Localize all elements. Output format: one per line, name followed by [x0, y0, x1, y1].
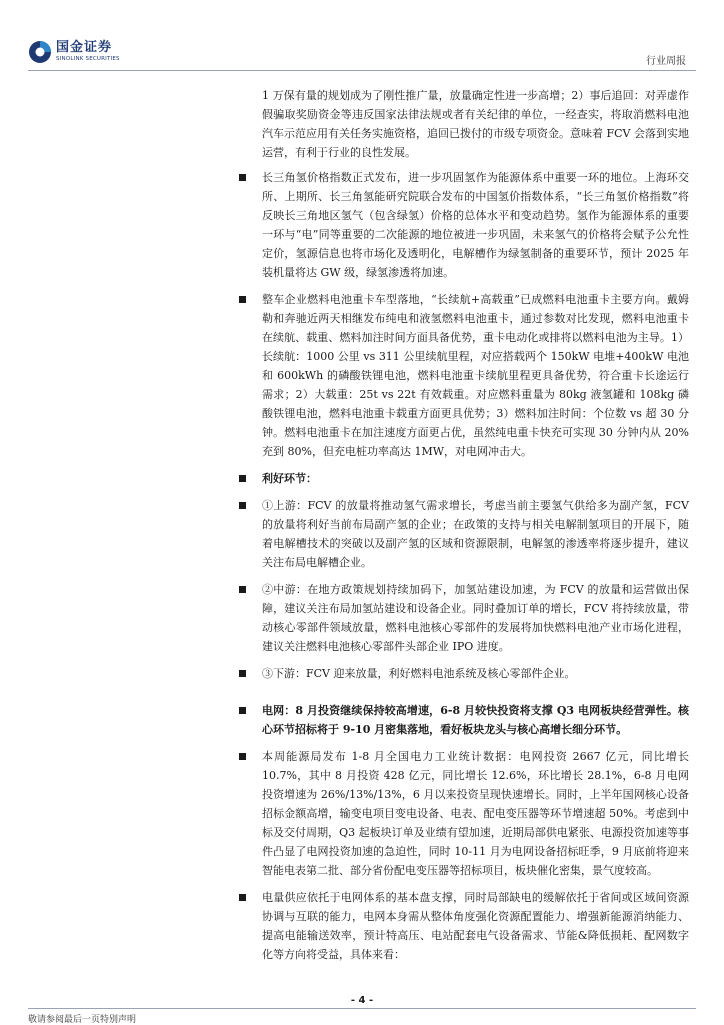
list-item: [237, 701, 689, 739]
logo-chinese-name: 国金证券: [56, 40, 113, 55]
page-number: - 4 -: [350, 995, 374, 1006]
list-item-text: 电网：8 月投资继续保持较高增速，6-8 月较快投资将支撑 Q3 电网板块经营弹性。核心环节招标将于 9-10 月密集落地，看好板块龙头与核心高增长细分环节。: [262, 704, 689, 736]
list-item-text: 利好环节：: [262, 472, 317, 485]
square-bullet-icon: [239, 753, 246, 760]
list-item: [237, 496, 689, 572]
list-item: [237, 664, 689, 683]
square-bullet-icon: [239, 296, 246, 303]
list-item: [237, 747, 689, 880]
square-bullet-icon: [239, 670, 246, 677]
list-item: [237, 888, 689, 964]
list-item-text: 整车企业燃料电池重卡车型落地，“长续航+高载重”已成燃料电池重卡主要方向。戴姆勒和奔驰近两天相继发布纯电和液氢燃料电池重卡，通过参数对比发现，燃料电池重卡在续航、载重、燃料加注时间方面具备优势，重卡电动化或排将以燃料电池为主导。1）长续航：1000 公里 vs 311 公里续航里程，对应搭载两个 150kW 电堆+400kW 电池和 600kWh 的磷酸铁锂电池，燃料电池重卡续航里程更具备优势，符合重卡长途运行需求；2）大载重：25t vs 22t 有效载重。对应燃料重量为 80kg 液氢罐和 108kg 磷酸铁锂电池，燃料电池重卡载重方面更具优势；3）燃料加注时间：个位数 vs 超 30 分钟。燃料电池重卡在加注速度方面更占优，虽然纯电重卡快充可实现 30 分钟内从 20%充到 80%，但充电桩功率高达 1MW，对电网冲击大。: [262, 293, 689, 458]
square-bullet-icon: [239, 174, 246, 181]
header-divider: [28, 70, 696, 71]
list-item-text: 长三角氢价格指数正式发布，进一步巩固氢作为能源体系中重要一环的地位。上海环交所、上期所、长三角氢能研究院联合发布的中国氢价指数体系，“长三角氢价格指数”将反映长三角地区氢气（包含绿氢）价格的总体水平和变动趋势。氢作为能源体系的重要一环与“电”同等重要的二次能源的地位被进一步巩固，未来氢气的价格将会赋予公允性定价，氢源信息也将市场化及透明化，电解槽作为绿氢制备的重要环节，预计 2025 年装机量将达 GW 级，绿氢渗透将加速。: [262, 171, 689, 279]
list-item-text: 电量供应依托于电网体系的基本盘支撑，同时局部缺电的缓解依托于省间或区域间资源协调与互联的能力，电网本身需从整体角度强化资源配置能力、增强新能源消纳能力、提高电能输送效率，预计特高压、电站配套电气设备需求、节能&降低损耗、配网数字化等方向将受益，具体来看：: [262, 891, 689, 961]
bullet-list: [237, 168, 689, 964]
list-item: [237, 580, 689, 656]
logo-mark-icon: [28, 40, 52, 64]
list-item: [237, 290, 689, 461]
square-bullet-icon: [239, 586, 246, 593]
square-bullet-icon: [239, 475, 246, 482]
list-item: [237, 469, 689, 488]
list-item-text: 本周能源局发布 1-8 月全国电力工业统计数据：电网投资 2667 亿元，同比增长 10.7%，其中 8 月投资 428 亿元，同比增长 12.6%，环比增长 28.1%，6-8 月电网投资增速为 26%/13%/13%，6 月以来投资呈现快速增长。同时，上半年国网核心设备招标金额高增，输变电项目变电设备、电表、配电变压器等环节增速超 50%。考虑到中标及交付周期，Q3 起板块订单及业绩有望加速，近期局部供电紧张、电源投资加速等事件凸显了电网投资加速的急迫性，同时 10-11 月为电网设备招标旺季，9 月底前将迎来智能电表第二批、部分省份配电变压器等招标项目，板块催化密集，景气度较高。: [262, 750, 689, 877]
footer-divider: [28, 1008, 696, 1009]
square-bullet-icon: [239, 502, 246, 509]
square-bullet-icon: [239, 894, 246, 901]
list-item-text: ③下游：FCV 迎来放量，利好燃料电池系统及核心零部件企业。: [262, 667, 576, 680]
list-item-text: ②中游：在地方政策规划持续加码下，加氢站建设加速，为 FCV 的放量和运营做出保障，建议关注布局加氢站建设和设备企业。同时叠加订单的增长，FCV 将持续放量，带动核心零部件领域放量，燃料电池核心零部件的发展将加快燃料电池产业市场化进程，建议关注燃料电池核心零部件头部企业 IPO 进度。: [262, 583, 689, 653]
disclaimer-note: 敬请参阅最后一页特别声明: [28, 1015, 137, 1025]
report-body: [237, 86, 689, 972]
company-logo: [28, 40, 120, 64]
list-item-text: ①上游：FCV 的放量将推动氢气需求增长，考虑当前主要氢气供给多为副产氢，FCV 的放量将利好当前布局副产氢的企业；在政策的支持与相关电解制氢项目的开展下，随着电解槽技术的突破以及副产氢的区域和资源限制，电解氢的渗透率将逐步提升，建议关注布局电解槽企业。: [262, 499, 689, 569]
logo-english-name: SINOLINK SECURITIES: [56, 56, 120, 62]
report-type: 行业周报: [646, 56, 686, 67]
square-bullet-icon: [239, 707, 246, 714]
list-item: [237, 168, 689, 282]
intro-paragraph: 1 万保有量的规划成为了刚性推广量，放量确定性进一步高增；2）事后追回：对弄虚作假骗取奖励资金等违反国家法律法规或者有关纪律的单位，一经查实，将取消燃料电池汽车示范应用有关任务实施资格，追回已拨付的市级专项资金。意味着 FCV 会落到实地运营，有利于行业的良性发展。: [262, 89, 689, 159]
section-gap: [237, 691, 689, 701]
